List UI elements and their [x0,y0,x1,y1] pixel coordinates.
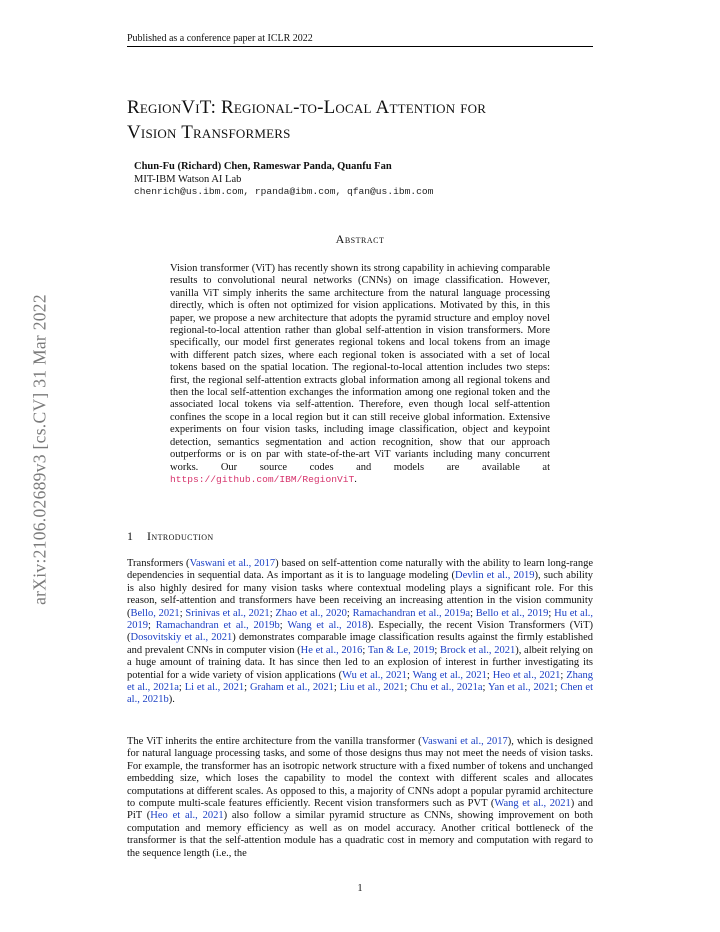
title-line-2: Vision Transformers [127,122,291,143]
citation-link[interactable]: Dosovitskiy et al., 2021 [130,632,233,644]
paragraph-text: ; [482,682,488,694]
title-line-1: RegionViT: Regional-to-Local Attention for [127,97,487,118]
paragraph-text: ; [279,620,288,632]
author-emails: chenrich@us.ibm.com, rpanda@ibm.com, qfan@us.ibm.com [134,186,434,197]
citation-link[interactable]: Srinivas et al., 2021 [185,607,270,619]
paragraph-text: ; [486,669,493,681]
paragraph-text: ; [179,607,186,619]
paragraph-text: ) demonstrates comparable image classification results against the firmly established and prevalent CNNs in computer vision ( [127,632,593,656]
abstract-text: Vision transformer (ViT) has recently shown its strong capability in achieving comparable results to convolutional neural networks (CNNs) on image classification. However, vanilla ViT simply inherits the same architecture from the natural language processing directly, which is often not optimized for vision applications. Motivated by this, in this paper, we propose a new architecture that adopts the pyramid structure and employ novel regional-to-local attention rather than global self-attention in vision transformers. More specifically, our model first generates regional tokens and local tokens from an image with different patch sizes, where each regional token is associated with a set of local tokens based on the spatial location. The regional-to-local attention includes two steps: first, the regional self-attention extracts global information among all regional tokens and then the local self-attention exchanges the information among one regional token and the associated local tokens via self-attention. Therefore, even though local self-attention confines the scope in a local region but it can still receive global information. Extensive experiments on four vision tasks, including image classification, object and keypoint detection, semantics segmentation and action recognition, show that our approach outperforms or is on par with state-of-the-art ViT variants including many concurrent works. Our source codes and models are available at [170,263,550,473]
arxiv-stamp: arXiv:2106.02689v3 [cs.CV] 31 Mar 2022 [29,294,50,605]
citation-link[interactable]: Ramachandran et al., 2019a [352,607,471,619]
citation-link[interactable]: Brock et al., 2021 [440,644,516,656]
paragraph-text: ). [168,694,175,706]
paragraph-text: ; [560,669,567,681]
citation-link[interactable]: Wang et al., 2021 [494,798,571,810]
section-heading [127,529,214,544]
citation-link[interactable]: Bello, 2021 [130,607,180,619]
citation-link[interactable]: Li et al., 2021 [184,682,245,694]
paragraph-text: ; [269,607,276,619]
paragraph-text: ; [404,682,411,694]
citation-link[interactable]: Wang et al., 2018 [287,620,368,632]
citation-link[interactable]: Graham et al., 2021 [249,682,334,694]
citation-link[interactable]: He et al., 2016 [300,644,363,656]
citation-link[interactable]: Heo et al., 2021 [150,810,224,822]
abstract-end: . [354,473,357,485]
paragraph-text: ) also follow a similar pyramid structure as CNNs, showing improvement on both computation and memory efficiency as well as on model accuracy. Another critical bottleneck of the transformer is that the self-attention module has a quadratic cost in memory and computation with regard to the sequence length (i.e., the [127,810,593,859]
citation-link[interactable]: Devlin et al., 2019 [455,570,535,582]
abstract-heading: Abstract [335,232,385,246]
paragraph-text: ), which is designed for natural language processing tasks, and some of those designs thus may not meet the needs of vision tasks. For example, the transformer has an isotropic network structure with a fixed number of tokens and unchanged embedding size, which loses the capability to model the context with different scales and allocates computations at different scales. As opposed to this, a majority of CNNs adopt a popular pyramid architecture to compute multi-scale features efficiently. Recent vision transformers such as PVT ( [127,736,593,810]
paragraph-text: ; [554,682,561,694]
section-number: 1 [127,529,134,543]
paragraph-text: ) based on self-attention come naturally with the ability to learn long-range dependencies in sequential data. As important as it is to language modeling ( [127,558,593,582]
paragraph-text: Transformers ( [127,558,190,569]
paragraph-text: ; [148,620,156,632]
author-affiliation: MIT-IBM Watson AI Lab [134,173,242,185]
intro-paragraph-2 [127,736,593,860]
paragraph-text: ), albeit relying on a huge amount of training data. It has since then led to an explosion of interest in further investigating its potential for a wide variety of vision applications ( [127,644,594,681]
citation-link[interactable]: Hu et al., 2019 [127,607,593,632]
paragraph-text: The ViT inherits the entire architecture from the vanilla transformer ( [127,736,422,747]
running-header: Published as a conference paper at ICLR 2022 [127,33,313,44]
arxiv-stamp-column [28,230,50,670]
author-names: Chun-Fu (Richard) Chen, Rameswar Panda, Quanfu Fan [134,161,392,172]
paragraph-text: ) and PiT ( [127,798,593,822]
citation-link[interactable]: Tan & Le, 2019 [367,644,435,656]
citation-link[interactable]: Ramachandran et al., 2019b [155,620,280,632]
citation-link[interactable]: Zhao et al., 2020 [275,607,347,619]
citation-link[interactable]: Wang et al., 2021 [412,669,487,681]
citation-link[interactable]: Chen et al., 2021b [127,682,594,706]
paragraph-text: ; [178,682,185,694]
intro-paragraph-1 [127,558,593,707]
paragraph-text: ; [434,644,441,656]
citation-link[interactable]: Wu et al., 2021 [342,669,407,681]
abstract-body [170,263,550,486]
paragraph-text: ; [333,682,340,694]
paragraph-text: ; [548,607,555,619]
paragraph-text: ; [244,682,250,694]
citation-link[interactable]: Vaswani et al., 2017 [421,736,508,747]
author-block [134,161,594,199]
citation-link[interactable]: Chu et al., 2021a [410,682,483,694]
paper-title [127,95,607,145]
citation-link[interactable]: Yan et al., 2021 [487,682,555,694]
section-title: Introduction [147,529,214,543]
paragraph-text: ; [362,644,368,656]
page-number: 1 [357,883,363,894]
paragraph-text: ; [470,607,476,619]
code-link[interactable]: https://github.com/IBM/RegionViT [170,473,355,485]
citation-link[interactable]: Bello et al., 2019 [475,607,549,619]
citation-link[interactable]: Liu et al., 2021 [339,682,405,694]
paragraph-text: ). Especially, the recent Vision Transformers (ViT) ( [127,620,594,644]
paragraph-text: ; [406,669,413,681]
paragraph-text: ), such ability is also highly desired for many vision tasks where contextual modeling plays a significant role. For this reason, self-attention and transformers have been receiving an increasing attention in the vision community ( [127,570,593,619]
citation-link[interactable]: Heo et al., 2021 [492,669,561,681]
paragraph-text: ; [346,607,353,619]
citation-link[interactable]: Vaswani et al., 2017 [189,558,276,569]
header-rule [127,46,593,47]
citation-link[interactable]: Zhang et al., 2021a [127,669,594,694]
